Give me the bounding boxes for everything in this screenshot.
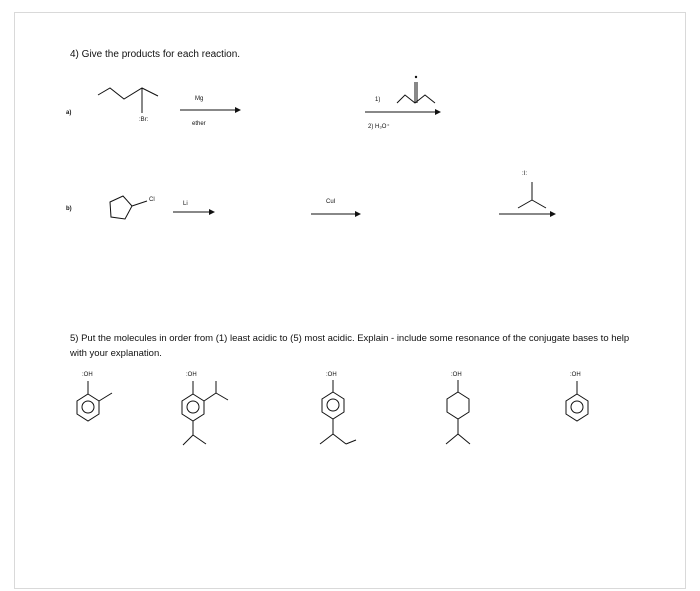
question-5-text: 5) Put the molecules in order from (1) least acidic to (5) most acidic. Explain - include some resonance of the conjugate bases to help with your explanation. [70, 333, 630, 359]
chloro-bond [132, 201, 147, 206]
molecule-3-ring [322, 392, 344, 419]
molecule-5-oh: :OH [570, 372, 581, 378]
molecule-4-ring [447, 392, 469, 419]
part-a-label: a) [66, 110, 72, 116]
molecule-5-ring [566, 394, 588, 421]
part-b-label: b) [66, 206, 72, 212]
ketone-skeleton [397, 95, 435, 103]
molecule-3-oh: :OH [326, 372, 337, 378]
question-4-heading: 4) Give the products for each reaction. [70, 49, 241, 60]
reagent-li: Li [183, 201, 188, 207]
molecule-2-ring [182, 394, 204, 421]
reagent-ether: ether [192, 121, 206, 127]
step-2-label: 2) H₃O⁺ [368, 124, 390, 130]
cyclopentane-ring [110, 196, 132, 219]
molecule-4-oh: :OH [451, 372, 462, 378]
molecule-1-oh: :OH [82, 372, 93, 378]
bromine-label: :Br: [139, 117, 149, 123]
chlorine-label: Cl [149, 197, 155, 203]
reagent-mg: Mg [195, 96, 204, 102]
molecule-2-oh: :OH [186, 372, 197, 378]
iodine-label: :I: [522, 171, 528, 177]
step-1-label: 1) [375, 97, 381, 103]
alkyl-bromide-skeleton [98, 88, 158, 99]
reagent-cui: CuI [326, 199, 336, 205]
molecule-1-ring [77, 394, 99, 421]
